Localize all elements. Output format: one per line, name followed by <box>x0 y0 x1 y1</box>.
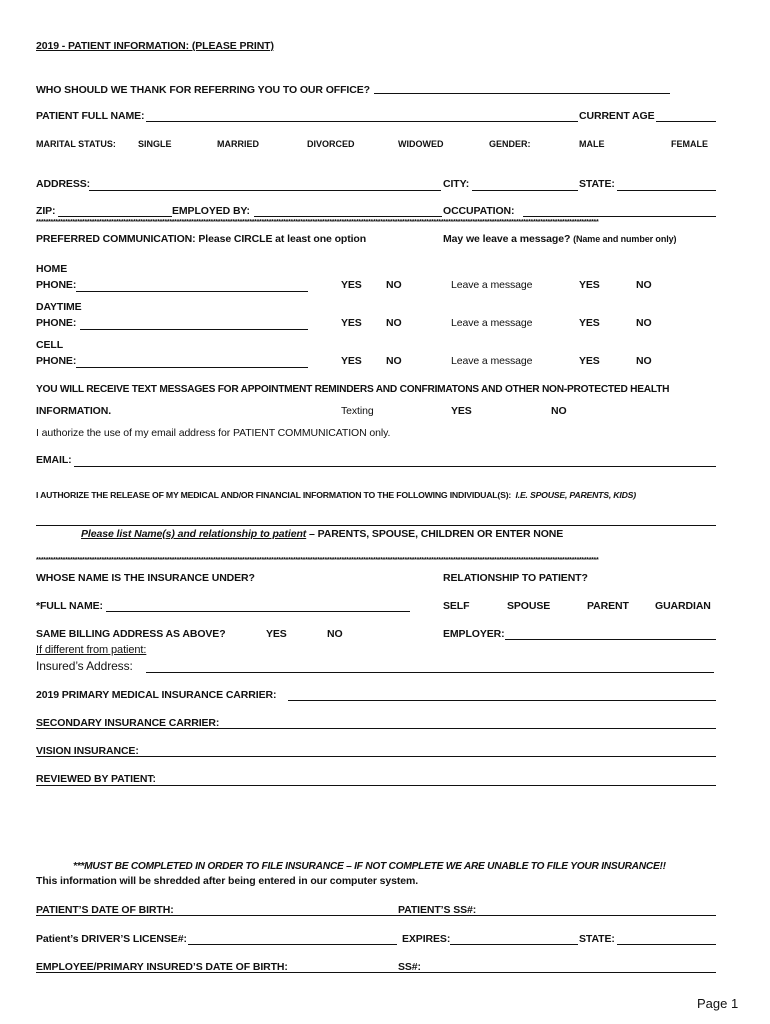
same-billing-label: SAME BILLING ADDRESS AS ABOVE? <box>36 628 226 640</box>
secondary-carrier-field[interactable] <box>36 728 716 729</box>
marital-option-single[interactable]: SINGLE <box>138 139 172 149</box>
employed-by-field[interactable] <box>254 216 442 217</box>
home-leave-message-yes[interactable]: YES <box>579 279 600 291</box>
daytime-leave-message-no[interactable]: NO <box>636 317 652 329</box>
message-question-note: (Name and number only) <box>573 234 677 244</box>
drivers-license-field[interactable] <box>188 944 397 945</box>
city-field[interactable] <box>472 190 578 191</box>
list-names-instruction <box>81 528 563 541</box>
expires-label: EXPIRES: <box>402 933 451 945</box>
current-age-label: CURRENT AGE <box>579 110 655 122</box>
employee-ss-label: SS#: <box>398 961 421 973</box>
texting-yes[interactable]: YES <box>451 405 472 417</box>
primary-carrier-field[interactable] <box>288 700 716 701</box>
separator-1: **************************************************************************************************************************************************************************************************************************************** <box>36 219 599 226</box>
gender-option-male[interactable]: MALE <box>579 139 605 149</box>
release-authorization <box>36 489 636 501</box>
daytime-leave-message-yes[interactable]: YES <box>579 317 600 329</box>
list-names-instruction-rest: – PARENTS, SPOUSE, CHILDREN OR ENTER NONE <box>309 528 564 540</box>
home-phone-label-line2: PHONE: <box>36 279 77 291</box>
cell-leave-message-yes[interactable]: YES <box>579 355 600 367</box>
release-authorization-example: I.E. SPOUSE, PARENTS, KIDS) <box>515 490 636 500</box>
employee-dob-field[interactable] <box>36 972 716 973</box>
cell-phone-label-line2: PHONE: <box>36 355 77 367</box>
home-phone-label-line1: HOME <box>36 263 68 275</box>
if-different-note: If different from patient: <box>36 644 147 656</box>
text-message-notice: YOU WILL RECEIVE TEXT MESSAGES FOR APPOINTMENT REMINDERS AND CONFRIMATONS AND OTHER NON-PROTECTED HEALTH <box>36 384 670 395</box>
city-label: CITY: <box>443 178 470 190</box>
insured-address-field[interactable] <box>146 672 714 673</box>
license-state-label: STATE: <box>579 933 615 945</box>
insured-full-name-label: *FULL NAME: <box>36 600 103 612</box>
home-leave-message-label: Leave a message <box>451 279 533 291</box>
insured-address-label: Insured’s Address: <box>36 659 133 673</box>
release-authorization-text: I AUTHORIZE THE RELEASE OF MY MEDICAL AND/OR FINANCIAL INFORMATION TO THE FOLLOWING INDIVIDUAL(S): <box>36 490 512 500</box>
cell-phone-label-line1: CELL <box>36 339 64 351</box>
cell-leave-message-no[interactable]: NO <box>636 355 652 367</box>
insured-name-question: WHOSE NAME IS THE INSURANCE UNDER? <box>36 572 255 584</box>
relationship-label: RELATIONSHIP TO PATIENT? <box>443 572 588 584</box>
referral-label: WHO SHOULD WE THANK FOR REFERRING YOU TO OUR OFFICE? <box>36 84 370 96</box>
employed-by-label: EMPLOYED BY: <box>172 205 250 217</box>
patient-ss-label: PATIENT’S SS#: <box>398 904 477 916</box>
zip-field[interactable] <box>58 216 172 217</box>
address-field[interactable] <box>89 190 441 191</box>
expires-field[interactable] <box>450 944 578 945</box>
full-name-field[interactable] <box>146 121 578 122</box>
preferred-communication-label: PREFERRED COMMUNICATION: Please CIRCLE at least one option <box>36 233 367 245</box>
state-label: STATE: <box>579 178 615 190</box>
daytime-leave-message-label: Leave a message <box>451 317 533 329</box>
occupation-field[interactable] <box>523 216 716 217</box>
employer-label: EMPLOYER: <box>443 628 505 640</box>
full-name-label: PATIENT FULL NAME: <box>36 110 145 122</box>
home-phone-yes[interactable]: YES <box>341 279 362 291</box>
shredded-note: This information will be shredded after being entered in our computer system. <box>36 875 419 887</box>
cell-phone-no[interactable]: NO <box>386 355 402 367</box>
vision-insurance-field[interactable] <box>36 756 716 757</box>
employee-dob-label: EMPLOYEE/PRIMARY INSURED’S DATE OF BIRTH: <box>36 961 288 973</box>
cell-leave-message-label: Leave a message <box>451 355 533 367</box>
relationship-option-self[interactable]: SELF <box>443 600 470 612</box>
primary-carrier-label: 2019 PRIMARY MEDICAL INSURANCE CARRIER: <box>36 689 277 701</box>
texting-label: Texting <box>341 405 374 417</box>
daytime-phone-no[interactable]: NO <box>386 317 402 329</box>
email-label: EMAIL: <box>36 454 72 466</box>
email-authorization: I authorize the use of my email address for PATIENT COMMUNICATION only. <box>36 427 391 439</box>
message-question <box>443 233 676 246</box>
message-question-text: May we leave a message? <box>443 233 571 245</box>
home-phone-field[interactable] <box>76 291 308 292</box>
gender-label: GENDER: <box>489 139 531 149</box>
license-state-field[interactable] <box>617 944 716 945</box>
occupation-label: OCCUPATION: <box>443 205 515 217</box>
marital-option-widowed[interactable]: WIDOWED <box>398 139 444 149</box>
daytime-phone-yes[interactable]: YES <box>341 317 362 329</box>
insured-full-name-field[interactable] <box>106 611 410 612</box>
secondary-carrier-label: SECONDARY INSURANCE CARRIER: <box>36 717 220 729</box>
vision-insurance-label: VISION INSURANCE: <box>36 745 139 757</box>
page-number: Page 1 <box>697 996 739 1011</box>
relationship-option-spouse[interactable]: SPOUSE <box>507 600 551 612</box>
gender-option-female[interactable]: FEMALE <box>671 139 708 149</box>
texting-no[interactable]: NO <box>551 405 567 417</box>
marital-option-married[interactable]: MARRIED <box>217 139 259 149</box>
home-phone-no[interactable]: NO <box>386 279 402 291</box>
separator-2: **************************************************************************************************************************************************************************************************************************************** <box>36 557 599 564</box>
relationship-option-guardian[interactable]: GUARDIAN <box>655 600 711 612</box>
home-leave-message-no[interactable]: NO <box>636 279 652 291</box>
current-age-field[interactable] <box>656 121 716 122</box>
referral-field[interactable] <box>374 93 670 94</box>
address-label: ADDRESS: <box>36 178 91 190</box>
marital-status-label: MARITAL STATUS: <box>36 139 116 149</box>
same-billing-no[interactable]: NO <box>327 628 343 640</box>
drivers-license-label: Patient’s DRIVER’S LICENSE#: <box>36 933 187 945</box>
release-names-field[interactable] <box>36 525 716 526</box>
marital-option-divorced[interactable]: DIVORCED <box>307 139 355 149</box>
cell-phone-yes[interactable]: YES <box>341 355 362 367</box>
cell-phone-field[interactable] <box>76 367 308 368</box>
daytime-phone-field[interactable] <box>80 329 308 330</box>
reviewed-by-label: REVIEWED BY PATIENT: <box>36 773 156 785</box>
patient-dob-label: PATIENT’S DATE OF BIRTH: <box>36 904 174 916</box>
must-complete-notice: ***MUST BE COMPLETED IN ORDER TO FILE INSURANCE – IF NOT COMPLETE WE ARE UNABLE TO FILE YOUR INSURANCE!! <box>73 861 666 872</box>
email-field[interactable] <box>74 466 716 467</box>
state-field[interactable] <box>617 190 716 191</box>
patient-dob-field[interactable] <box>36 915 716 916</box>
employer-field[interactable] <box>505 639 716 640</box>
form-title: 2019 - PATIENT INFORMATION: (PLEASE PRINT) <box>36 40 274 52</box>
same-billing-yes[interactable]: YES <box>266 628 287 640</box>
list-names-instruction-text: Please list Name(s) and relationship to patient <box>81 528 307 540</box>
reviewed-by-field[interactable] <box>36 785 716 786</box>
zip-label: ZIP: <box>36 205 56 217</box>
daytime-phone-label-line1: DAYTIME <box>36 301 82 313</box>
daytime-phone-label-line2: PHONE: <box>36 317 77 329</box>
relationship-option-parent[interactable]: PARENT <box>587 600 629 612</box>
information-label: INFORMATION. <box>36 405 112 417</box>
